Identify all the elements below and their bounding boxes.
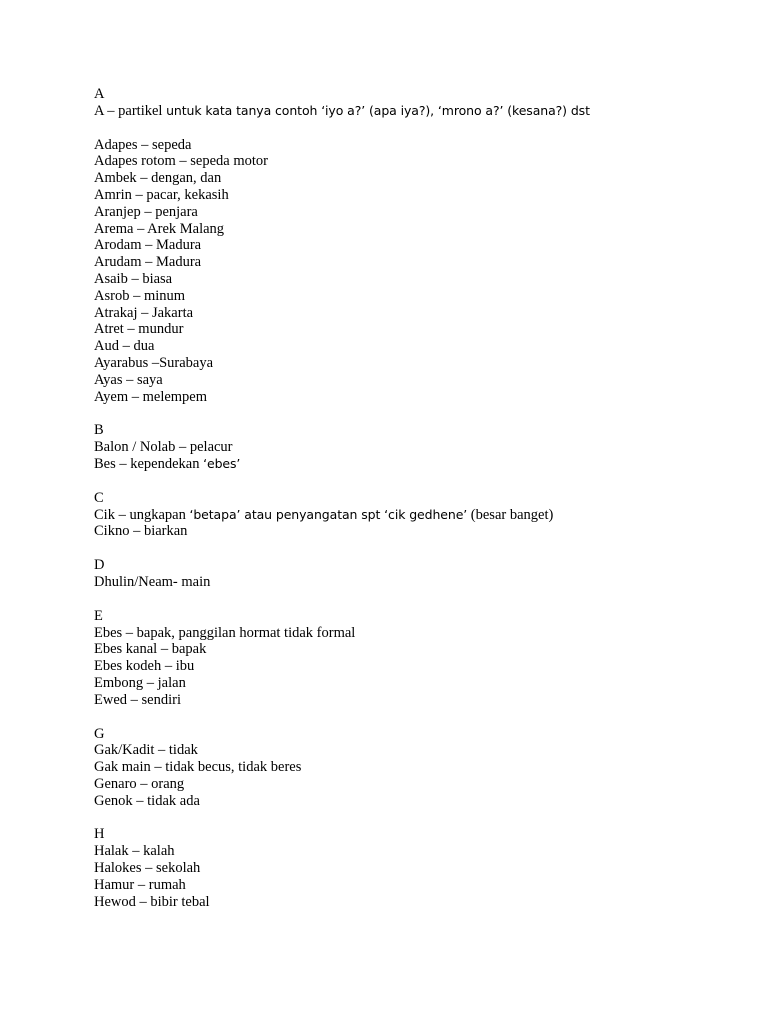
list-item: Amrin – pacar, kekasih [94,186,229,203]
entry-a-particle: A – partikel untuk kata tanya contoh ‘iyo a?’ (apa iya?), ‘mrono a?’ (kesana?) dst [94,102,590,119]
document-page [94,86,734,910]
list-item: Balon / Nolab – pelacur [94,439,233,456]
list-item: Cikno – biarkan [94,523,188,540]
section-letter: H [94,826,105,843]
list-item: Embong – jalan [94,674,186,691]
section-d [94,557,734,591]
list-item: Gak main – tidak becus, tidak beres [94,759,302,776]
section-g [94,726,734,810]
list-item: Aranjep – penjara [94,203,198,220]
list-item: Adapes rotom – sepeda motor [94,153,268,170]
section-a-words [94,137,734,406]
section-letter: B [94,422,104,439]
section-letter: E [94,607,103,624]
list-item: Atret – mundur [94,321,184,338]
list-item-quote: ‘betapa’ atau penyangatan spt ‘cik gedhene’ [189,506,468,522]
list-item: Ebes – bapak, panggilan hormat tidak formal [94,624,356,641]
section-letter: C [94,489,104,506]
list-item: Ayem – melempem [94,388,208,405]
list-item: Cik – ungkapan ‘betapa’ atau penyangatan spt ‘cik gedhene’ (besar banget) [94,506,554,523]
list-item-quote: ‘ebes’ [203,455,241,471]
section-a [94,86,734,120]
section-letter: G [94,725,105,742]
section-c [94,490,734,540]
list-item: Dhulin/Neam- main [94,573,211,590]
list-item: Ayarabus –Surabaya [94,354,214,371]
list-item: Adapes – sepeda [94,136,192,153]
list-item: Hamur – rumah [94,876,186,893]
list-item: Bes – kependekan ‘ebes’ [94,455,241,472]
list-item: Arema – Arek Malang [94,220,225,237]
list-item: Arudam – Madura [94,254,202,271]
list-item: Ebes kanal – bapak [94,641,207,658]
entry-a-particle-rest: untuk kata tanya contoh ‘iyo a?’ (apa iya?), ‘mrono a?’ (kesana?) dst [166,102,590,118]
list-item: Ayas – saya [94,371,163,388]
section-h [94,826,734,910]
section-letter: D [94,557,105,574]
list-item: Aud – dua [94,338,155,355]
list-item: Arodam – Madura [94,237,202,254]
list-item: Atrakaj – Jakarta [94,304,194,321]
list-item: Asrob – minum [94,287,186,304]
list-item: Halak – kalah [94,843,175,860]
list-item: Ewed – sendiri [94,691,181,708]
list-item: Genaro – orang [94,775,185,792]
list-item: Genok – tidak ada [94,792,200,809]
section-letter: A [94,86,105,102]
section-e [94,608,734,709]
list-item: Hewod – bibir tebal [94,893,210,910]
list-item: Ambek – dengan, dan [94,170,222,187]
list-item: Gak/Kadit – tidak [94,742,198,759]
section-b [94,422,734,472]
list-item: Ebes kodeh – ibu [94,658,195,675]
list-item: Halokes – sekolah [94,860,201,877]
list-item: Asaib – biasa [94,270,173,287]
